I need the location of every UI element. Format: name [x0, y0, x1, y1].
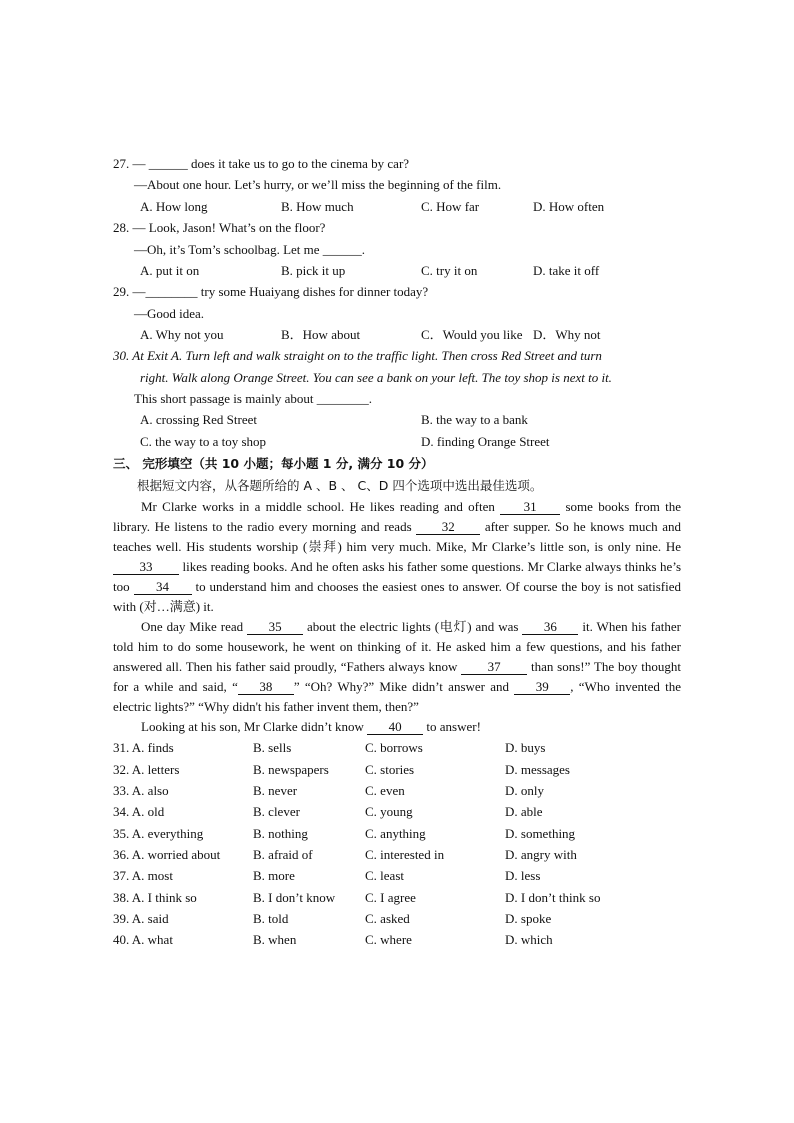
passage-text: it. When his father told him to do some housework, he went on thinking of it. He asked him a few questions, and his father answered all. Then his father said proudly, “Fathers always know	[113, 619, 681, 674]
answer-option-c: C. anything	[365, 826, 426, 841]
q27-question: 27. — ______ does it take us to go to the cinema by car?	[113, 156, 410, 171]
answer-option-d: D. I don’t think so	[505, 890, 601, 905]
q28-option-c: C. try it on	[421, 263, 478, 278]
answer-option-d: D. messages	[505, 762, 570, 777]
q30-option-d: D. finding Orange Street	[421, 434, 550, 449]
answer-option-b: B. never	[253, 783, 298, 798]
answer-option-a: 35. A. everything	[113, 826, 204, 841]
q29-option-c: C．Would you like	[421, 327, 523, 342]
blank-34: 34	[134, 580, 192, 595]
answer-option-c: C. where	[365, 932, 412, 947]
answer-option-d: D. spoke	[505, 911, 552, 926]
passage-text: some books from the library. He listens to the radio every morning and reads	[113, 499, 681, 534]
answer-option-d: D. angry with	[505, 847, 577, 862]
q27-option-c: C. How far	[421, 199, 480, 214]
blank-32: 32	[416, 520, 480, 535]
answer-option-b: B. I don’t know	[253, 890, 336, 905]
blank-39: 39	[514, 680, 570, 695]
answer-option-c: C. interested in	[365, 847, 445, 862]
passage-paragraph-1	[113, 497, 681, 617]
passage-text: to understand him and chooses the easiest ones to answer. Of course the boy is not satisfied with (对…满意) it.	[113, 579, 681, 614]
passage-text: than sons!” The boy thought for a while and said, “	[113, 659, 681, 694]
blank-33: 33	[113, 560, 179, 575]
answer-option-a: 31. A. finds	[113, 740, 174, 755]
answer-option-d: D. buys	[505, 740, 546, 755]
section-instruction: 根据短文内容，从各题所给的 A 、B 、 C、D 四个选项中选出最佳选项。	[137, 478, 543, 493]
answer-option-b: B. told	[253, 911, 289, 926]
answer-option-c: C. young	[365, 804, 413, 819]
answer-option-a: 40. A. what	[113, 932, 173, 947]
passage-text: about the electric lights (电灯) and was	[303, 619, 523, 634]
answer-option-a: 36. A. worried about	[113, 847, 221, 862]
blank-37: 37	[461, 660, 527, 675]
q29-answer-line: —Good idea.	[134, 306, 205, 321]
answer-option-d: D. able	[505, 804, 543, 819]
passage-text: , “Who invented the electric lights?” “Why didn't his father invent them, then?”	[113, 679, 681, 714]
passage-text: likes reading books. And he often asks his father some questions. Mr Clarke always thinks he’s too	[113, 559, 681, 594]
q30-option-c: C. the way to a toy shop	[140, 434, 267, 449]
q28-option-b: B. pick it up	[281, 263, 346, 278]
q30-option-a: A. crossing Red Street	[140, 412, 257, 427]
answer-option-a: 38. A. I think so	[113, 890, 197, 905]
answer-option-c: C. borrows	[365, 740, 423, 755]
answer-option-c: C. least	[365, 868, 404, 883]
answer-option-c: C. I agree	[365, 890, 416, 905]
q27-option-d: D. How often	[533, 199, 605, 214]
q28-question: 28. — Look, Jason! What’s on the floor?	[113, 220, 326, 235]
q28-answer-line: —Oh, it’s Tom’s schoolbag. Let me ______.	[134, 242, 366, 257]
q30-option-b: B. the way to a bank	[421, 412, 528, 427]
answer-option-a: 39. A. said	[113, 911, 169, 926]
answer-option-a: 34. A. old	[113, 804, 165, 819]
answer-option-b: B. clever	[253, 804, 300, 819]
blank-38: 38	[238, 680, 294, 695]
answer-option-c: C. stories	[365, 762, 415, 777]
passage-text: One day Mike read	[141, 619, 248, 634]
q30-prompt: This short passage is mainly about ________.	[134, 391, 372, 406]
answer-option-c: C. even	[365, 783, 405, 798]
answer-option-b: B. when	[253, 932, 297, 947]
answer-option-c: C. asked	[365, 911, 410, 926]
passage-paragraph-3	[113, 717, 681, 737]
blank-31: 31	[500, 500, 560, 515]
answer-option-b: B. sells	[253, 740, 292, 755]
answer-option-d: D. which	[505, 932, 553, 947]
answer-option-b: B. afraid of	[253, 847, 313, 862]
passage-text: to answer!	[423, 719, 481, 734]
q27-answer-line: —About one hour. Let’s hurry, or we’ll miss the beginning of the film.	[134, 177, 502, 192]
answer-option-d: D. only	[505, 783, 544, 798]
section-heading: 三、 完形填空（共 10 小题；每小题 1 分, 满分 10 分）	[113, 456, 434, 471]
passage-text: Looking at his son, Mr Clarke didn’t know	[141, 719, 368, 734]
answer-option-a: 37. A. most	[113, 868, 173, 883]
q29-question: 29. —________ try some Huaiyang dishes for dinner today?	[113, 284, 429, 299]
blank-36: 36	[522, 620, 578, 635]
answer-option-b: B. more	[253, 868, 295, 883]
q28-option-d: D. take it off	[533, 263, 600, 278]
q29-option-a: A. Why not you	[140, 327, 224, 342]
answer-option-a: 33. A. also	[113, 783, 169, 798]
blank-35: 35	[247, 620, 303, 635]
blank-40: 40	[367, 720, 423, 735]
passage-paragraph-2	[113, 617, 681, 717]
q28-option-a: A. put it on	[140, 263, 200, 278]
answer-option-b: B. newspapers	[253, 762, 329, 777]
answer-option-d: D. less	[505, 868, 541, 883]
q29-option-b: B．How about	[281, 327, 361, 342]
q30-question-line2: right. Walk along Orange Street. You can see a bank on your left. The toy shop is next to it.	[140, 370, 612, 385]
passage-text: Mr Clarke works in a middle school. He likes reading and often	[141, 499, 501, 514]
q27-option-a: A. How long	[140, 199, 208, 214]
q27-option-b: B. How much	[281, 199, 354, 214]
answer-option-d: D. something	[505, 826, 576, 841]
passage-text: ” “Oh? Why?” Mike didn’t answer and	[293, 679, 515, 694]
q30-question-line1: 30. At Exit A. Turn left and walk straight on to the traffic light. Then cross Red Street and turn	[113, 348, 602, 363]
passage-text: after supper. So he knows much and teaches well. His students worship (崇拜) him very much. Mike, Mr Clarke’s little son, is only nine. He	[113, 519, 682, 554]
q29-option-d: D．Why not	[533, 327, 601, 342]
answer-option-a: 32. A. letters	[113, 762, 180, 777]
answer-option-b: B. nothing	[253, 826, 308, 841]
